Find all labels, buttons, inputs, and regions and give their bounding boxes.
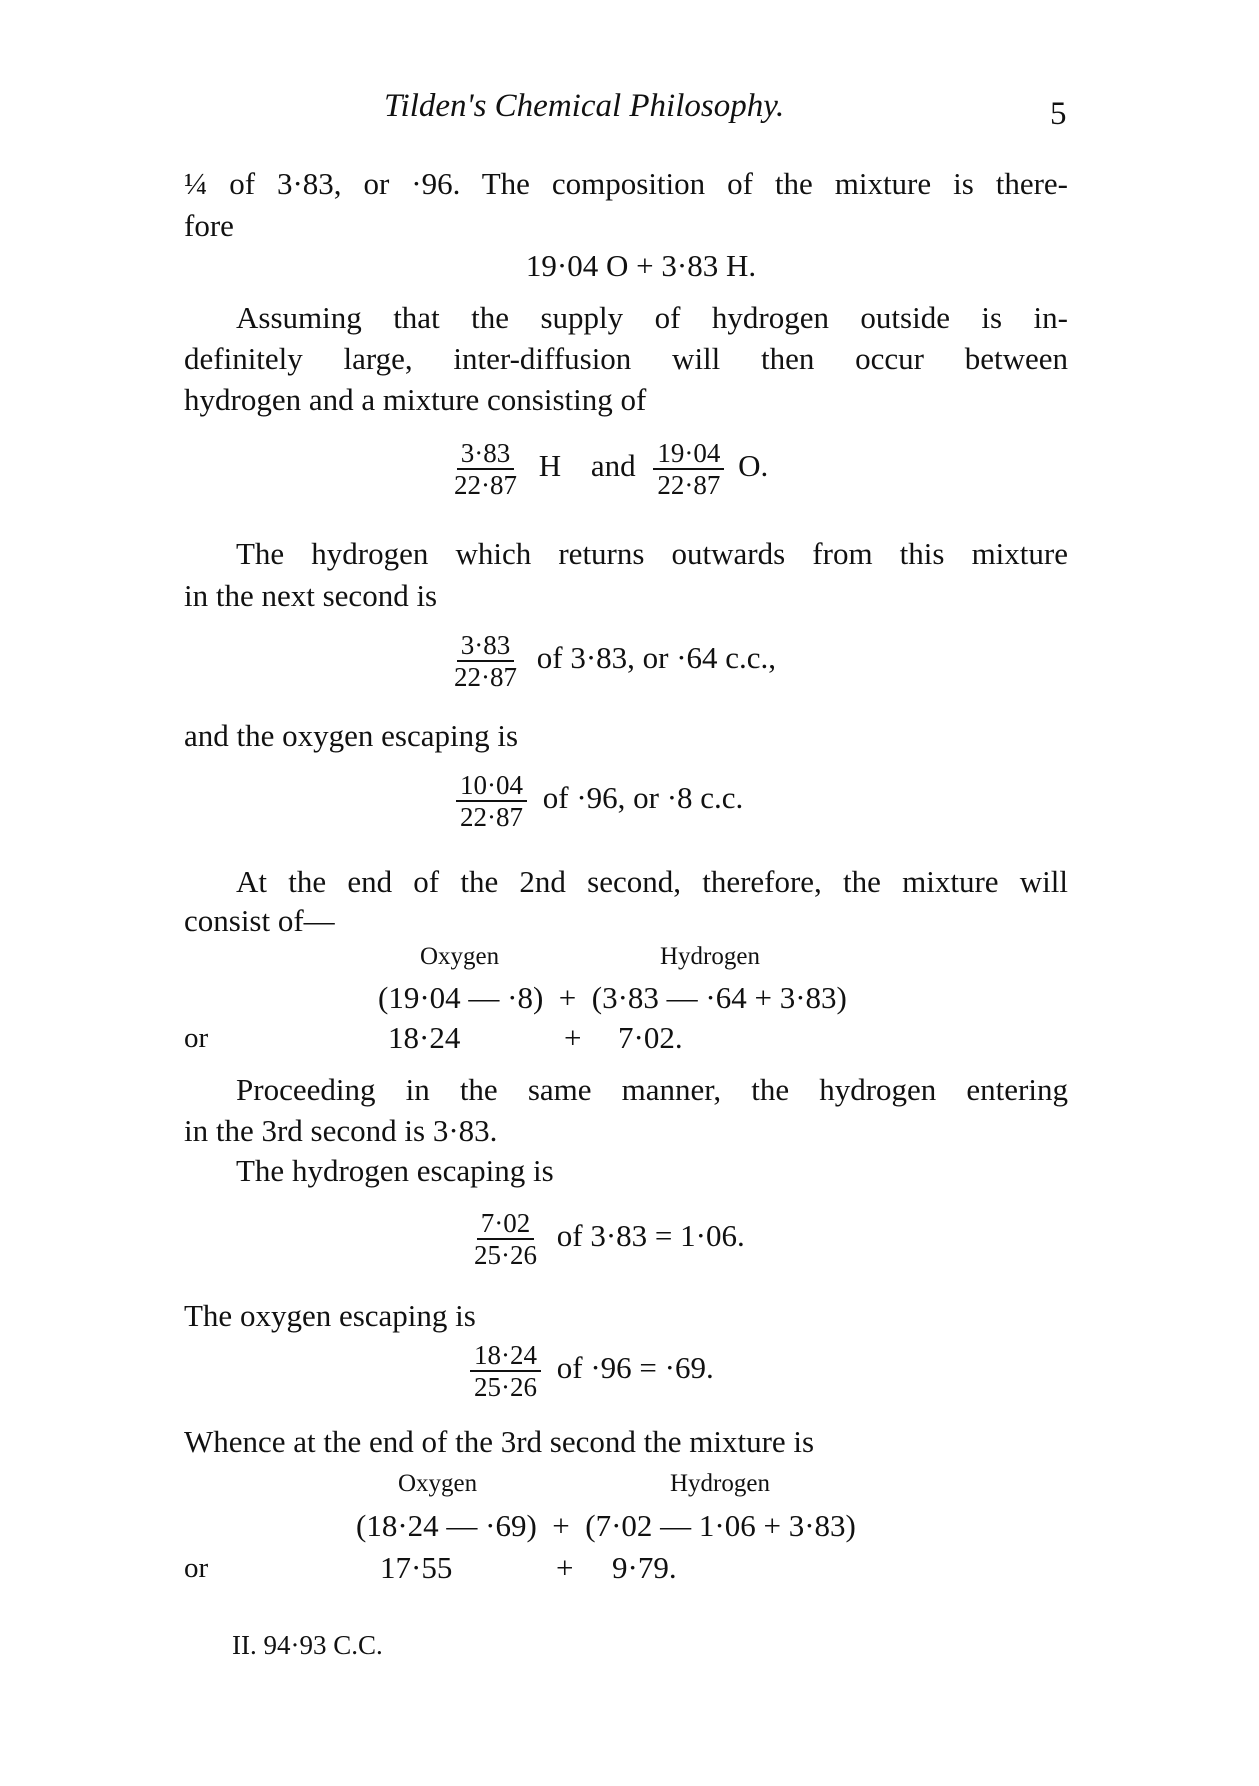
oxygen-escape-expression <box>456 770 743 832</box>
para2-line1: Assuming that the supply of hydrogen outside is in- <box>236 300 1068 335</box>
fraction-numerator: 7·02 <box>477 1208 535 1240</box>
fraction <box>450 630 521 692</box>
symbol-h: H <box>538 448 562 484</box>
column-head-oxygen-2: Oxygen <box>398 1470 478 1497</box>
fraction-o <box>653 438 724 500</box>
para6-line3: The hydrogen escaping is <box>236 1153 554 1188</box>
hydrogen-escape-expression <box>470 1208 745 1270</box>
fraction-numerator: 3·83 <box>457 438 515 470</box>
expression-rest: of 3·83, or ·64 c.c., <box>536 640 777 676</box>
result-oxygen: 18·24 <box>388 1020 461 1055</box>
oxygen-escape-expression-2 <box>470 1340 714 1402</box>
fraction-h <box>450 438 521 500</box>
expression-rest: of ·96, or ·8 c.c. <box>542 780 744 816</box>
fraction-denominator: 22·87 <box>454 662 517 692</box>
mixture-expression <box>450 438 768 500</box>
column-head-hydrogen-2: Hydrogen <box>670 1470 770 1497</box>
composition-equation: 19·04 O + 3·83 H. <box>525 248 757 283</box>
column-head-oxygen: Oxygen <box>420 943 500 970</box>
fraction-numerator: 10·04 <box>456 770 527 802</box>
fraction <box>470 1340 541 1402</box>
para3-line2: in the next second is <box>184 578 438 613</box>
para1-line2: fore <box>184 208 234 243</box>
symbol-o: O. <box>738 448 769 484</box>
para6-line1: Proceeding in the same manner, the hydrogen entering <box>236 1072 1068 1107</box>
fraction <box>470 1208 541 1270</box>
para1-line1: ¼ of 3·83, or ·96. The composition of the mixture is there- <box>184 166 1068 201</box>
para7-line1: The oxygen escaping is <box>184 1298 476 1333</box>
result-plus-2: + <box>556 1550 574 1585</box>
expression-rest: of ·96 = ·69. <box>556 1350 714 1386</box>
result-plus: + <box>564 1020 582 1055</box>
para8-line1: Whence at the end of the 3rd second the mixture is <box>184 1424 815 1459</box>
para2-line2: definitely large, inter-diffusion will then occur between <box>184 341 1068 376</box>
or-label: or <box>184 1022 209 1054</box>
para5-line2: consist of— <box>184 903 335 938</box>
page-number: 5 <box>1050 96 1067 132</box>
para2-line3: hydrogen and a mixture consisting of <box>184 382 647 417</box>
signature-mark: II. 94·93 C.C. <box>232 1630 383 1660</box>
fraction-denominator: 25·26 <box>474 1240 537 1270</box>
expression-rest: of 3·83 = 1·06. <box>556 1218 745 1254</box>
composition-expression: (19·04 — ·8) + (3·83 — ·64 + 3·83) <box>378 980 847 1015</box>
fraction-numerator: 18·24 <box>470 1340 541 1372</box>
para4-line1: and the oxygen escaping is <box>184 718 519 753</box>
para3-line1: The hydrogen which returns outwards from this mixture <box>236 536 1068 571</box>
or-label-2: or <box>184 1552 209 1584</box>
composition-expression-2: (18·24 — ·69) + (7·02 — 1·06 + 3·83) <box>356 1508 856 1543</box>
word-and: and <box>590 448 636 484</box>
column-head-hydrogen: Hydrogen <box>660 943 760 970</box>
para6-line2: in the 3rd second is 3·83. <box>184 1113 498 1148</box>
fraction <box>456 770 527 832</box>
fraction-denominator: 22·87 <box>460 802 523 832</box>
running-head: Tilden's Chemical Philosophy. <box>384 88 785 124</box>
fraction-denominator: 22·87 <box>454 470 517 500</box>
result-hydrogen-2: 9·79. <box>612 1550 677 1585</box>
result-hydrogen: 7·02. <box>618 1020 683 1055</box>
fraction-numerator: 19·04 <box>653 438 724 470</box>
fraction-denominator: 25·26 <box>474 1372 537 1402</box>
result-oxygen-2: 17·55 <box>380 1550 453 1585</box>
fraction-denominator: 22·87 <box>657 470 721 500</box>
fraction-numerator: 3·83 <box>457 630 515 662</box>
para5-line1: At the end of the 2nd second, therefore, the mixture will <box>236 864 1068 899</box>
hydrogen-return-expression <box>450 630 776 692</box>
